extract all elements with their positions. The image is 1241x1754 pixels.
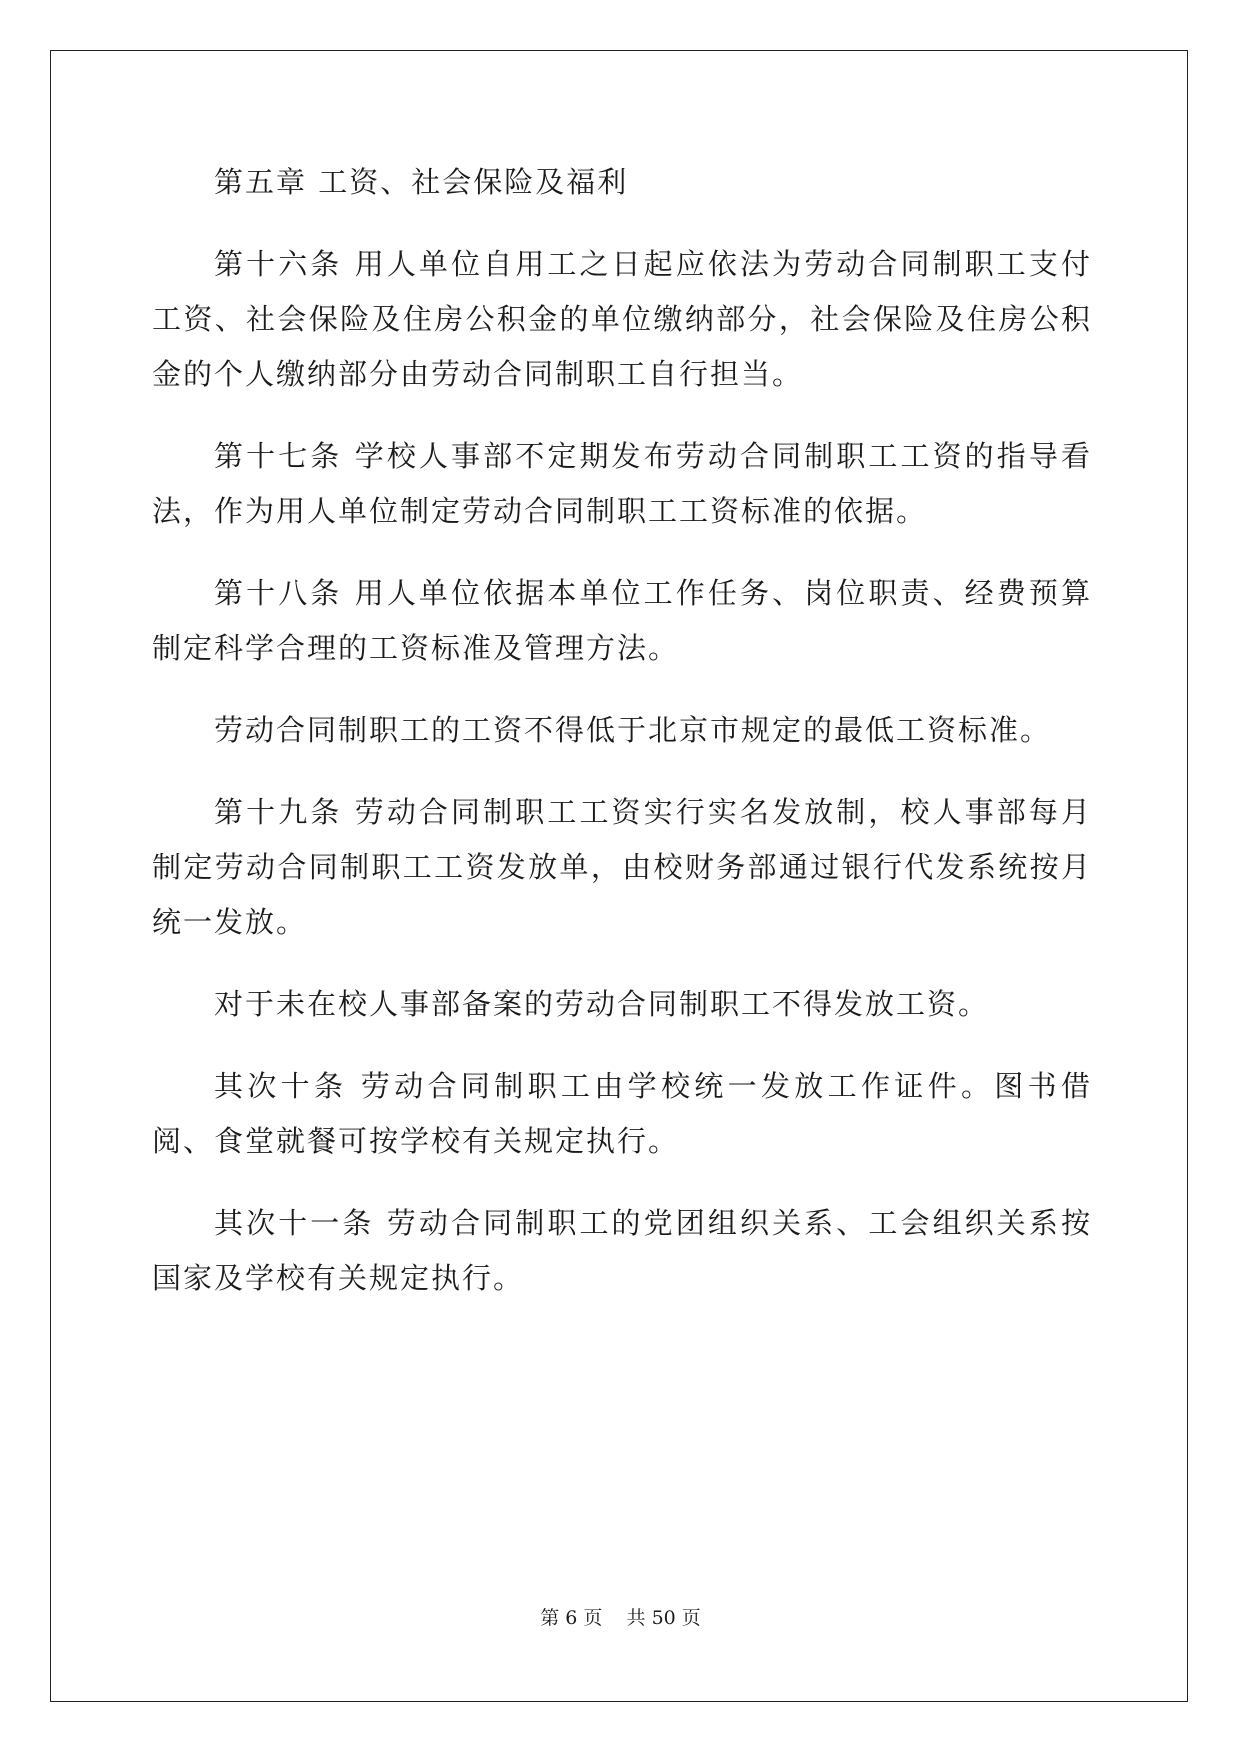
page-number: 第 6 页 (540, 1607, 603, 1629)
article-16: 第十六条 用人单位自用工之日起应依法为劳动合同制职工支付工资、社会保险及住房公积金的单位缴纳部分，社会保险及住房公积金的个人缴纳部分由劳动合同制职工自行担当。 (152, 247, 1092, 391)
article-20: 其次十条 劳动合同制职工由学校统一发放工作证件。图书借阅、食堂就餐可按学校有关规定执行。 (152, 1069, 1092, 1158)
minimum-wage-paragraph: 劳动合同制职工的工资不得低于北京市规定的最低工资标准。 (214, 713, 1052, 747)
article-21: 其次十一条 劳动合同制职工的党团组织关系、工会组织关系按国家及学校有关规定执行。 (152, 1206, 1092, 1295)
page-footer (0, 1603, 1241, 1630)
page-total: 共 50 页 (626, 1607, 701, 1629)
article-17: 第十七条 学校人事部不定期发布劳动合同制职工工资的指导看法，作为用人单位制定劳动合同制职工工资标准的依据。 (152, 439, 1092, 528)
chapter-heading: 第五章 工资、社会保险及福利 (214, 165, 629, 199)
article-18: 第十八条 用人单位依据本单位工作任务、岗位职责、经费预算制定科学合理的工资标准及管理方法。 (152, 576, 1092, 665)
document-body (152, 155, 1092, 1306)
article-19: 第十九条 劳动合同制职工工资实行实名发放制，校人事部每月制定劳动合同制职工工资发放单，由校财务部通过银行代发系统按月统一发放。 (152, 795, 1092, 939)
unregistered-staff-paragraph: 对于未在校人事部备案的劳动合同制职工不得发放工资。 (214, 987, 990, 1021)
